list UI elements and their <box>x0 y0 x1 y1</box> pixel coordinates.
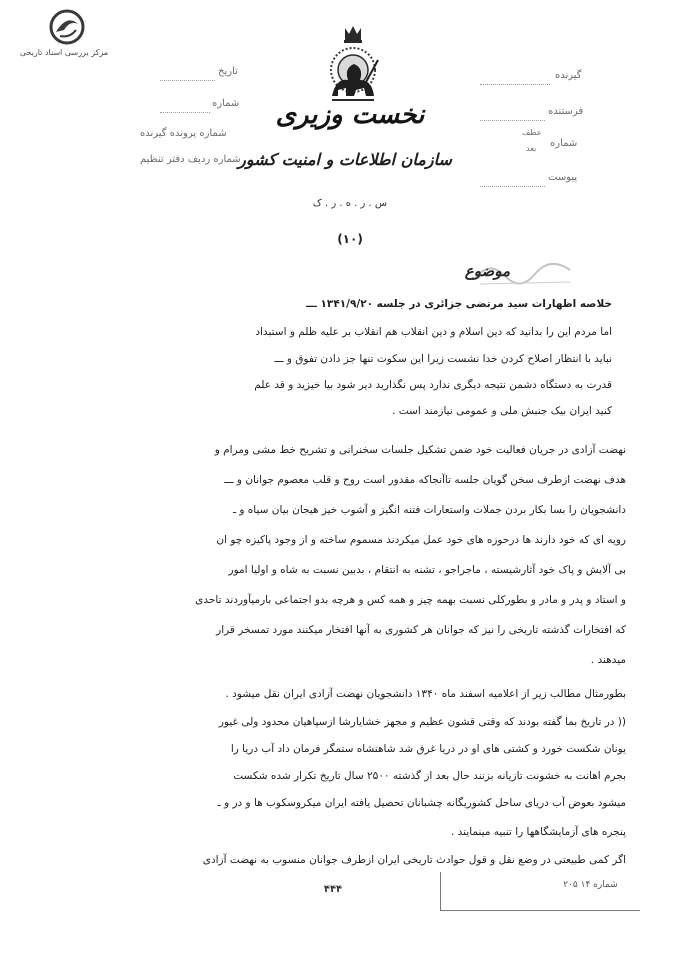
body-line: نباید با انتظار اصلاح کردن خدا نشست زیرا این سکوت تنها جز دادن تفوق و ـــ <box>274 353 612 365</box>
attachment-line <box>480 186 545 187</box>
recipient-label: گیرنده <box>555 70 582 81</box>
archive-logo-icon <box>48 8 86 46</box>
body-line: و استاد و پدر و مادر و بطورکلی نسبت بهمه چیز و همه کس و هرچه بدو اجتماعی بارمیآوردند تاحدی <box>195 594 626 606</box>
sender-line <box>480 120 545 121</box>
attachment-label: پیوست <box>548 172 578 183</box>
body-line: کنید ایران بیک جنبش ملی و عمومی نیازمند است . <box>392 405 612 417</box>
watermark-text: مرکز بررسی اسناد تاریخی <box>19 48 109 57</box>
outgoing-number-label: شماره ردیف دفتر تنظیم <box>140 154 241 165</box>
body-line: دانشجویان را بسا بکار بردن جملات واستعارات فتنه انگیز و آشوب خیز هیجان بیان سیاه و ـ <box>232 504 626 516</box>
body-line: رویه ای که خود دارند ها درحوزه های خود عمل میکردند مسموم ساخته و از وجود پاکیزه چو ان <box>216 534 626 546</box>
body-line: میدهند . <box>590 654 626 666</box>
body-line: یونان شکست خورد و کشتی های او در دریا غرق شد شاهنشاه ستمگر فرمان داد آب دریا را <box>230 743 626 755</box>
footer-corner-mark <box>440 910 640 911</box>
body-line: خلاصه اظهارات سید مرتضی جزائری در جلسه ۱۳۴۱/۹/۲۰ ـــ <box>306 298 612 310</box>
archive-watermark <box>14 8 114 60</box>
body-line: که افتخارات گذشته تاریخی را نیز که جوانان هر کشوری به آنها افتخار میکنند مورد تمسخر قرار <box>216 624 626 636</box>
page-number: (۱۰) <box>337 232 363 246</box>
body-line: بطورمثال مطالب زیر از اعلامیه اسفند ماه ۱۳۴۰ دانشجویان نهضت آزادی ایران نقل میشود . <box>225 688 626 700</box>
body-line: پنجره های آزمایشگاهها را تنبیه مینمایند . <box>450 826 626 838</box>
number-label: شماره <box>212 98 240 109</box>
body-line: اگر کمی طبیعتی در وضع نقل و قول حوادث تاریخی ایران ازطرف جوانان منسوب به نهضت آزادی <box>202 854 626 866</box>
date-label: تاریخ <box>218 66 238 77</box>
lion-and-sun-emblem-icon <box>318 24 388 110</box>
number-label-right: شماره <box>550 138 578 149</box>
organization-name: سازمان اطلاعات و امنیت کشور <box>238 150 452 169</box>
footer-page-code: ۴۴۴ <box>323 884 343 895</box>
following-label: بعد <box>526 144 537 153</box>
body-line: بجرم اهانت به خشونت تازیانه بزنند حال بعد از گذشته ۲۵۰۰ سال تاریخ تکرار شده شکست <box>233 770 626 782</box>
body-line: (( در تاریخ بما گفته بودند که وقتی قشون عظیم و مجهز خشایارشا ازسپاهیان محدود ولی غیور <box>218 716 626 728</box>
body-line: نهضت آزادی در جریان فعالیت خود ضمن تشکیل جلسات سخنرانی و تشریح خط مشی ومرام و <box>214 444 626 456</box>
recipient-line <box>480 84 550 85</box>
footer-form-code: شماره ۱۴ ۲۰۵ <box>563 880 618 890</box>
body-line: میشود بعوض آب دریای ساحل کشوریگانه چشبانان تحصیل یافته ایران میکروسکوب ها و در و ـ <box>217 797 626 809</box>
body-line: هدف نهضت ازطرف سخن گویان جلسه تاآنجاکه مقدور است روح و قلب معصوم جوانان و ـــ <box>224 474 626 486</box>
body-line: قدرت به دستگاه دشمن نتیجه دیگری ندارد پس نگذارید دیر شود بیا خیزید و قد علم <box>254 379 612 391</box>
ministry-title: نخست وزیری <box>275 100 425 130</box>
body-line: اما مردم این را بدانید که دین اسلام و دین انقلاب هم انقلاب بر علیه ظلم و استبداد <box>255 326 612 338</box>
sender-label: فرستنده <box>548 106 584 117</box>
number-line <box>160 112 210 113</box>
date-line <box>160 80 215 81</box>
body-line: بی آلایش و پاک خود آثارشیسته ، ماجراجو ، تشنه به انتقام ، بدبین نسبت به شاه و اولیا امور <box>228 564 626 576</box>
file-number-label: شماره پرونده گیرنده <box>140 128 227 139</box>
document-code: س . ر . ه . ر . ک <box>312 198 388 209</box>
footer-corner-mark <box>440 872 441 910</box>
reference-label: عطف <box>522 128 542 137</box>
subject-label: موضوع <box>464 262 510 280</box>
